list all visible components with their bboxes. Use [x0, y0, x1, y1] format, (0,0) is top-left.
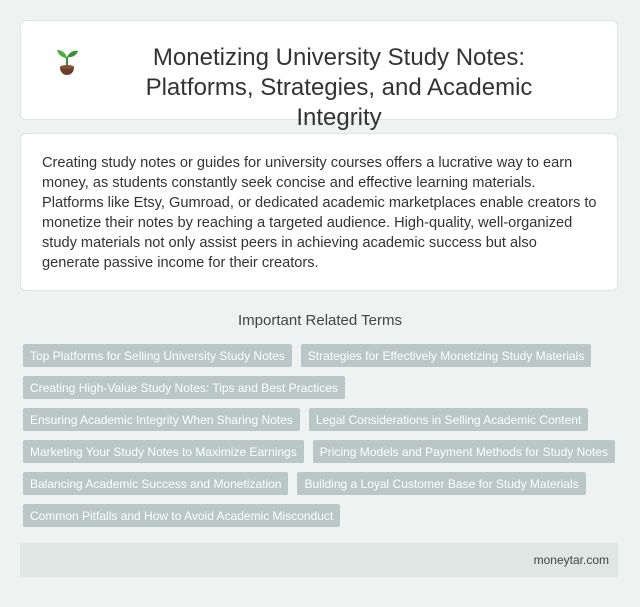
- related-term-tag[interactable]: Strategies for Effectively Monetizing Study Materials: [301, 344, 592, 367]
- related-terms-heading: Important Related Terms: [238, 312, 402, 329]
- related-term-tag[interactable]: Balancing Academic Success and Monetization: [23, 472, 288, 495]
- tag-row: [23, 440, 623, 463]
- related-term-tag[interactable]: Marketing Your Study Notes to Maximize Earnings: [23, 440, 304, 463]
- related-term-tag[interactable]: Ensuring Academic Integrity When Sharing Notes: [23, 408, 300, 431]
- related-term-tag[interactable]: Top Platforms for Selling University Study Notes: [23, 344, 292, 367]
- related-terms-list: [23, 344, 623, 536]
- related-term-tag[interactable]: Creating High-Value Study Notes: Tips and Best Practices: [23, 376, 345, 399]
- related-term-tag[interactable]: Common Pitfalls and How to Avoid Academic Misconduct: [23, 504, 340, 527]
- related-term-tag[interactable]: Legal Considerations in Selling Academic Content: [309, 408, 589, 431]
- footer: [20, 543, 618, 577]
- title-wrap: [51, 43, 597, 133]
- tag-row: [23, 408, 623, 431]
- tag-row: [23, 472, 623, 495]
- related-term-tag[interactable]: Building a Loyal Customer Base for Study Materials: [297, 472, 585, 495]
- summary-card: [20, 133, 618, 291]
- related-term-tag[interactable]: Pricing Models and Payment Methods for Study Notes: [313, 440, 615, 463]
- footer-site-link[interactable]: moneytar.com: [533, 553, 609, 567]
- title-card: [20, 20, 618, 131]
- tag-row: [23, 344, 623, 367]
- sprout-icon: [51, 45, 83, 77]
- tag-row: [23, 504, 623, 527]
- tag-row: [23, 376, 623, 399]
- page-title: Monetizing University Study Notes: Platforms, Strategies, and Academic Integrity: [145, 44, 533, 131]
- summary-text: Creating study notes or guides for university courses offers a lucrative way to earn money, as students constantly seek concise and effective learning materials. Platforms like Etsy, Gumroad, or dedicated academic marketplaces enable creators to monetize their notes by reaching a targeted audience. High-quality, well-organized study materials not only assist peers in achieving academic success but also generate passive income for their creators.: [42, 155, 597, 271]
